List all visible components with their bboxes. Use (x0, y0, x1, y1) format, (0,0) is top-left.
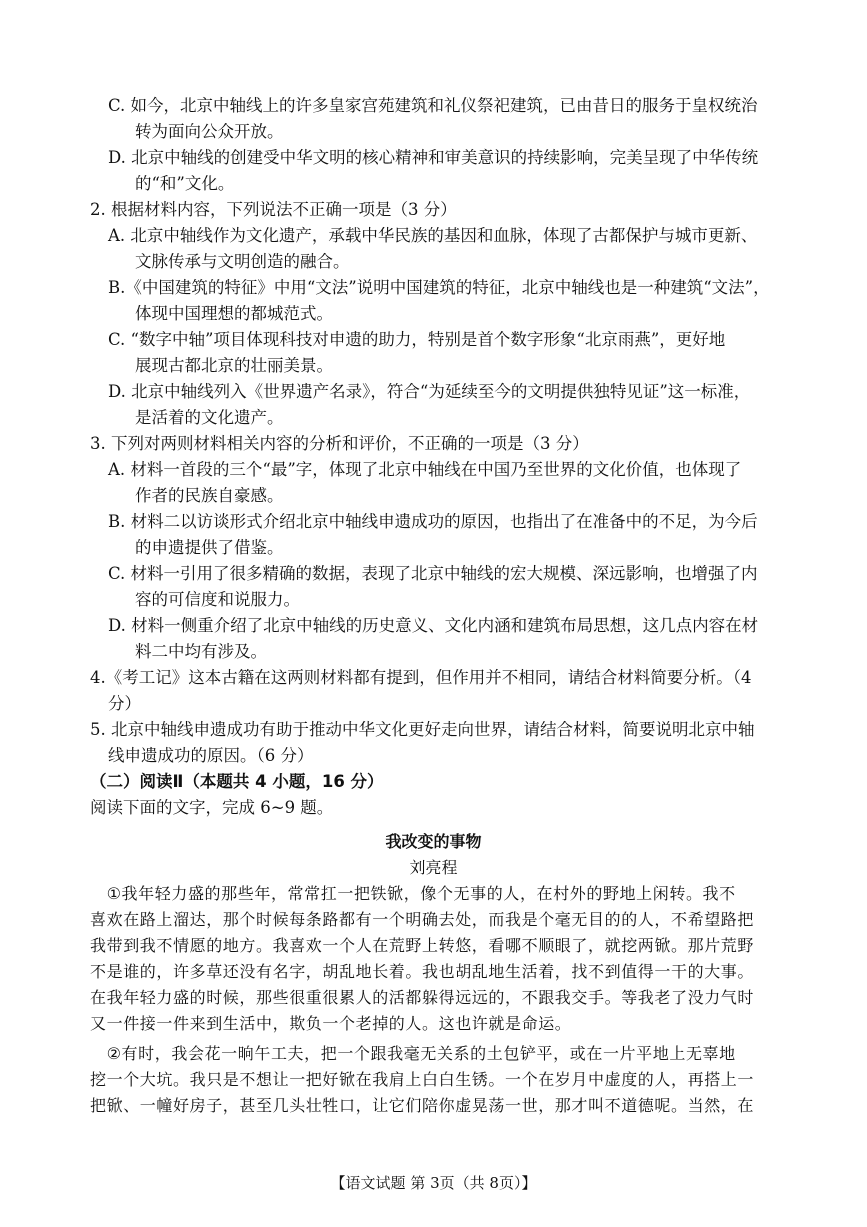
option-continuation: 料二中均有涉及。 (135, 642, 267, 661)
option-continuation: 文脉传承与文明创造的融合。 (135, 252, 350, 271)
question-line: 3. 下列对两则材料相关内容的分析和评价，不正确的一项是（3 分） (90, 434, 589, 453)
option-continuation: 的“和”文化。 (135, 174, 235, 193)
question-line: 5. 北京中轴线申遗成功有助于推动中华文化更好走向世界，请结合材料，简要说明北京中轴 (90, 720, 755, 739)
option-line: C. “数字中轴”项目体现科技对申遗的助力，特别是首个数字形象“北京雨燕”，更好地 (108, 330, 726, 349)
option-line: A. 北京中轴线作为文化遗产，承载中华民族的基因和血脉，体现了古都保护与城市更新、 (108, 226, 758, 245)
option-line: D. 北京中轴线的创建受中华文明的核心精神和审美意识的持续影响，完美呈现了中华传统 (108, 148, 759, 167)
passage-line: 挖一个大坑。我只是不想让一把好锨在我肩上白白生锈。一个在岁月中虚度的人，再搭上一 (90, 1070, 755, 1089)
option-continuation: 体现中国理想的都城范式。 (135, 304, 333, 323)
option-continuation: 作者的民族自豪感。 (135, 486, 284, 505)
passage-line: 把锨、一幢好房子，甚至几头壮牲口，让它们陪你虚晃荡一世，那才叫不道德呢。当然，在 (90, 1096, 755, 1115)
option-continuation: 容的可信度和说服力。 (135, 590, 300, 609)
passage-line: 在我年轻力盛的时候，那些很重很累人的活都躲得远远的，不跟我交手。等我老了没力气时 (90, 988, 755, 1007)
question-line: 4.《考工记》这本古籍在这两则材料都有提到，但作用并不相同，请结合材料简要分析。（4 (90, 668, 752, 687)
passage-line: 喜欢在路上溜达，那个时候每条路都有一个明确去处，而我是个毫无目的的人，不希望路把 (90, 910, 755, 929)
option-continuation: 展现古都北京的壮丽美景。 (135, 356, 333, 375)
question-continuation: 分） (108, 694, 141, 713)
option-line: D. 北京中轴线列入《世界遗产名录》，符合“为延续至今的文明提供独特见证”这一标准， (108, 382, 751, 401)
passage-line: ②有时，我会花一晌午工夫，把一个跟我毫无关系的土包铲平，或在一片平地上无辜地 (90, 1044, 736, 1063)
question-continuation: 线申遗成功的原因。（6 分） (108, 746, 314, 765)
option-continuation: 的申遗提供了借鉴。 (135, 538, 284, 557)
passage-author: 刘亮程 (409, 858, 458, 877)
option-line: C. 材料一引用了很多精确的数据，表现了北京中轴线的宏大规模、深远影响，也增强了内 (108, 564, 758, 583)
section-heading: （二）阅读Ⅱ（本题共 4 小题，16 分） (90, 772, 384, 791)
option-line: A. 材料一首段的三个“最”字，体现了北京中轴线在中国乃至世界的文化价值，也体现了 (108, 460, 742, 479)
passage-line: ①我年轻力盛的那些年，常常扛一把铁锨，像个无事的人，在村外的野地上闲转。我不 (90, 884, 736, 903)
option-line: C. 如今，北京中轴线上的许多皇家宫苑建筑和礼仪祭祀建筑，已由昔日的服务于皇权统治 (108, 96, 758, 115)
passage-line: 不是谁的，许多草还没有名字，胡乱地长着。我也胡乱地生活着，找不到值得一干的大事。 (90, 962, 755, 981)
option-line: D. 材料一侧重介绍了北京中轴线的历史意义、文化内涵和建筑布局思想，这几点内容在材 (108, 616, 759, 635)
passage-line: 又一件接一件来到生活中，欺负一个老掉的人。这也许就是命运。 (90, 1014, 572, 1033)
option-continuation: 转为面向公众开放。 (135, 122, 284, 141)
question-line: 2. 根据材料内容，下列说法不正确一项是（3 分） (90, 200, 457, 219)
option-continuation: 是活着的文化遗产。 (135, 408, 284, 427)
option-line: B.《中国建筑的特征》中用“文法”说明中国建筑的特征，北京中轴线也是一种建筑“文法”， (108, 278, 770, 297)
page-footer: 【语文试题 第 3页（共 8页）】 (330, 1174, 537, 1192)
passage-title: 我改变的事物 (385, 832, 482, 851)
option-line: B. 材料二以访谈形式介绍北京中轴线申遗成功的原因，也指出了在准备中的不足，为今后 (108, 512, 758, 531)
question-line: 阅读下面的文字，完成 6~9 题。 (90, 798, 334, 817)
passage-line: 我带到我不情愿的地方。我喜欢一个人在荒野上转悠，看哪不顺眼了，就挖两锨。那片荒野 (90, 936, 755, 955)
